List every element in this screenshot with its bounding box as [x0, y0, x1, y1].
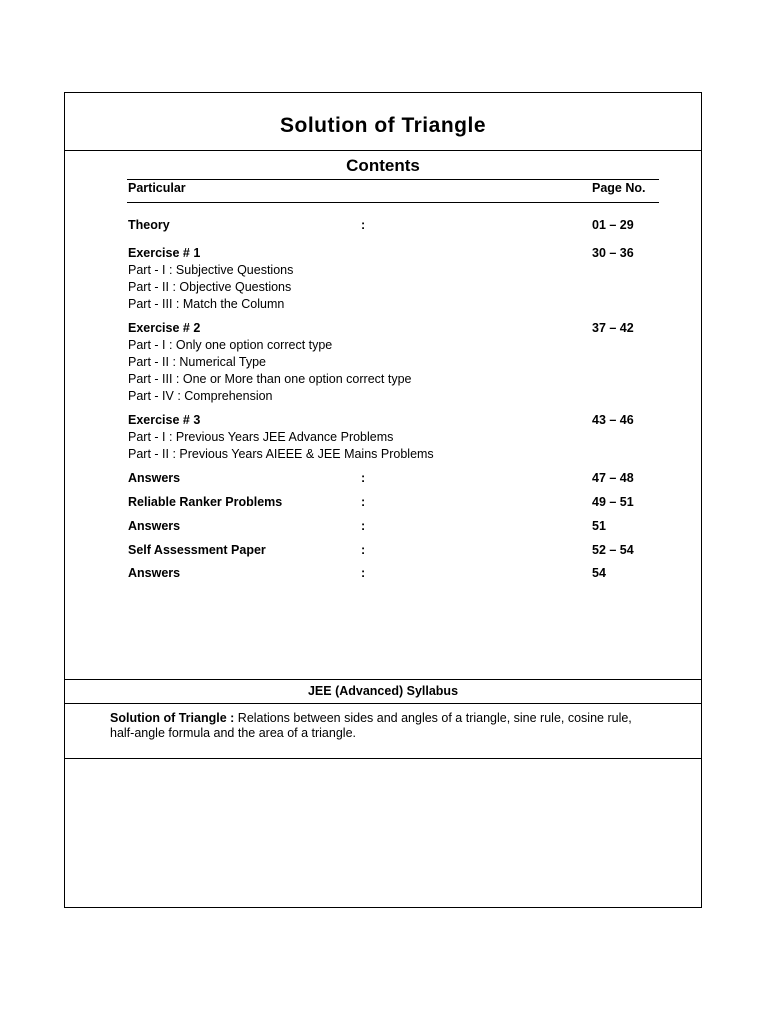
contents-item-label: Reliable Ranker Problems	[128, 495, 283, 509]
contents-item-pages: 43 – 46	[592, 413, 634, 427]
contents-row	[128, 388, 658, 404]
contents-item-label: Part - I : Subjective Questions	[128, 263, 294, 277]
contents-item-label: Answers	[128, 471, 181, 485]
contents-row	[128, 296, 658, 312]
contents-item-colon: :	[361, 519, 366, 533]
contents-item-label: Part - I : Previous Years JEE Advance Problems	[128, 430, 394, 444]
contents-row	[128, 446, 658, 462]
contents-item-pages: 49 – 51	[592, 495, 634, 509]
contents-heading: Contents	[346, 156, 420, 175]
contents-row	[128, 429, 658, 445]
contents-row	[128, 542, 658, 558]
contents-row	[128, 494, 658, 510]
contents-item-colon: :	[361, 471, 366, 485]
column-header-page-no: Page No.	[592, 181, 646, 195]
syllabus-text	[110, 711, 650, 741]
contents-item-colon: :	[361, 495, 366, 509]
contents-item-label: Theory	[128, 218, 170, 232]
page-title: Solution of Triangle	[280, 114, 486, 137]
table-header-top-rule	[127, 179, 659, 180]
title-divider	[65, 150, 701, 151]
contents-row	[128, 262, 658, 278]
contents-item-pages: 51	[592, 519, 606, 533]
contents-item-label: Exercise # 3	[128, 413, 201, 427]
contents-row	[128, 412, 658, 428]
contents-item-pages: 54	[592, 566, 606, 580]
contents-item-label: Exercise # 1	[128, 246, 201, 260]
contents-item-label: Part - II : Previous Years AIEEE & JEE Mains Problems	[128, 447, 434, 461]
contents-row	[128, 470, 658, 486]
contents-row	[128, 217, 658, 233]
syllabus-topic: Solution of Triangle :	[110, 711, 235, 725]
contents-item-label: Answers	[128, 566, 181, 580]
contents-row	[128, 565, 658, 581]
contents-item-label: Answers	[128, 519, 181, 533]
contents-item-colon: :	[361, 566, 366, 580]
contents-item-colon: :	[361, 218, 366, 232]
contents-item-label: Part - IV : Comprehension	[128, 389, 273, 403]
contents-row	[128, 279, 658, 295]
contents-item-pages: 37 – 42	[592, 321, 634, 335]
contents-item-pages: 47 – 48	[592, 471, 634, 485]
syllabus-heading: JEE (Advanced) Syllabus	[307, 684, 459, 698]
contents-row	[128, 518, 658, 534]
table-header-bottom-rule	[127, 202, 659, 203]
column-header-particular: Particular	[128, 181, 186, 195]
contents-item-label: Part - II : Objective Questions	[128, 280, 292, 294]
contents-row	[128, 245, 658, 261]
contents-item-pages: 01 – 29	[592, 218, 634, 232]
contents-row	[128, 337, 658, 353]
contents-item-label: Part - III : One or More than one option correct type	[128, 372, 412, 386]
contents-item-label: Self Assessment Paper	[128, 543, 266, 557]
syllabus-bottom-rule	[65, 758, 701, 759]
syllabus-top-rule	[65, 679, 701, 680]
contents-row	[128, 371, 658, 387]
page-frame	[64, 92, 702, 908]
contents-item-pages: 30 – 36	[592, 246, 634, 260]
syllabus-description: Relations between sides and angles of a triangle, sine rule, cosine rule, half-angle formula and the area of a triangle.	[110, 711, 632, 740]
contents-row	[128, 320, 658, 336]
contents-item-label: Exercise # 2	[128, 321, 201, 335]
syllabus-heading-rule	[65, 703, 701, 704]
contents-item-pages: 52 – 54	[592, 543, 634, 557]
contents-item-colon: :	[361, 543, 366, 557]
contents-item-label: Part - I : Only one option correct type	[128, 338, 333, 352]
contents-row	[128, 354, 658, 370]
contents-item-label: Part - III : Match the Column	[128, 297, 285, 311]
contents-item-label: Part - II : Numerical Type	[128, 355, 267, 369]
